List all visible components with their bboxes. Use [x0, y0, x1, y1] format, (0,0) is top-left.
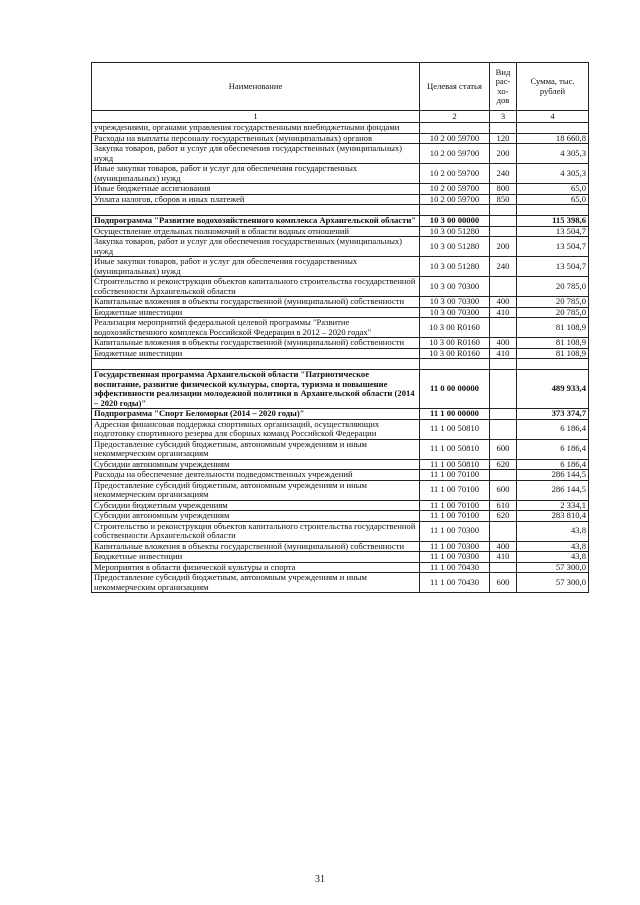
cell-code: 11 1 00 50810 — [420, 459, 490, 470]
cell-code: 11 1 00 00000 — [420, 409, 490, 420]
cell-name: Уплата налогов, сборов и иных платежей — [92, 194, 420, 205]
cell-vid: 600 — [490, 439, 517, 459]
table-row — [92, 470, 589, 481]
cell-vid: 410 — [490, 348, 517, 359]
cell-code: 10 3 00 51280 — [420, 226, 490, 237]
cell-code — [420, 359, 490, 370]
table-row — [92, 409, 589, 420]
cell-name: Закупка товаров, работ и услуг для обеспечения государственных (муниципальных) нужд — [92, 144, 420, 164]
cell-name: Бюджетные инвестиции — [92, 307, 420, 318]
cell-sum: 115 398,6 — [517, 216, 589, 227]
cell-code: 10 3 00 51280 — [420, 257, 490, 277]
column-number: 4 — [517, 111, 589, 123]
table-row — [92, 123, 589, 134]
table-row — [92, 511, 589, 522]
cell-code: 10 3 00 70300 — [420, 297, 490, 308]
cell-sum: 20 785,0 — [517, 277, 589, 297]
cell-name: Подпрограмма "Развитие водохозяйственного комплекса Архангельской области" — [92, 216, 420, 227]
cell-vid: 610 — [490, 500, 517, 511]
cell-code: 10 2 00 59700 — [420, 144, 490, 164]
cell-code: 11 1 00 70300 — [420, 521, 490, 541]
cell-sum: 283 810,4 — [517, 511, 589, 522]
cell-code: 11 1 00 70100 — [420, 500, 490, 511]
table-row — [92, 552, 589, 563]
page-number: 31 — [315, 874, 325, 885]
table-row — [92, 439, 589, 459]
cell-sum: 65,0 — [517, 184, 589, 195]
cell-name: Иные закупки товаров, работ и услуг для обеспечения государственных (муниципальных) нужд — [92, 164, 420, 184]
table-row — [92, 459, 589, 470]
cell-sum: 6 186,4 — [517, 459, 589, 470]
cell-vid: 400 — [490, 541, 517, 552]
header-name: Наименование — [92, 63, 420, 111]
cell-name: Капитальные вложения в объекты государственной (муниципальной) собственности — [92, 338, 420, 349]
column-number: 2 — [420, 111, 490, 123]
table-row — [92, 257, 589, 277]
cell-vid: 850 — [490, 194, 517, 205]
cell-code: 10 2 00 59700 — [420, 133, 490, 144]
cell-code: 10 2 00 59700 — [420, 164, 490, 184]
cell-name: Государственная программа Архангельской области "Патриотическое воспитание, развитие физической культуры, спорта, туризма и повышение эффективности реализации молодежной политики в Архангельской области (2014 – 2020 годы)" — [92, 370, 420, 409]
table-row — [92, 338, 589, 349]
table-row — [92, 541, 589, 552]
table-row — [92, 500, 589, 511]
cell-code — [420, 123, 490, 134]
table-row — [92, 562, 589, 573]
cell-name: Предоставление субсидий бюджетным, автономным учреждениям и иным некоммерческим организациям — [92, 573, 420, 593]
cell-name: Строительство и реконструкция объектов капитального строительства государственной собственности Архангельской области — [92, 521, 420, 541]
cell-name — [92, 205, 420, 216]
cell-vid — [490, 318, 517, 338]
cell-sum: 43,8 — [517, 521, 589, 541]
spacer-row — [92, 205, 589, 216]
cell-code: 11 1 00 70300 — [420, 552, 490, 563]
cell-sum: 4 305,3 — [517, 144, 589, 164]
cell-vid: 620 — [490, 459, 517, 470]
cell-name: Иные закупки товаров, работ и услуг для обеспечения государственных (муниципальных) нужд — [92, 257, 420, 277]
cell-name: Адресная финансовая поддержка спортивных организаций, осуществляющих подготовку спортивного резерва для сборных команд Российской Федерации — [92, 419, 420, 439]
cell-vid: 620 — [490, 511, 517, 522]
cell-sum: 6 186,4 — [517, 439, 589, 459]
cell-code: 11 1 00 50810 — [420, 439, 490, 459]
cell-name: Реализация мероприятий федеральной целевой программы "Развитие водохозяйственного комплекса Российской Федерации в 2012 – 2020 годах" — [92, 318, 420, 338]
table-row — [92, 277, 589, 297]
cell-vid: 120 — [490, 133, 517, 144]
cell-sum: 18 660,8 — [517, 133, 589, 144]
table-row — [92, 226, 589, 237]
cell-sum — [517, 123, 589, 134]
cell-sum: 65,0 — [517, 194, 589, 205]
cell-vid — [490, 359, 517, 370]
cell-vid: 200 — [490, 144, 517, 164]
cell-vid: 800 — [490, 184, 517, 195]
cell-name: Субсидии автономным учреждениям — [92, 511, 420, 522]
cell-vid: 410 — [490, 552, 517, 563]
budget-table — [91, 62, 589, 593]
table-row — [92, 184, 589, 195]
cell-name: Капитальные вложения в объекты государственной (муниципальной) собственности — [92, 297, 420, 308]
cell-code: 11 1 00 50810 — [420, 419, 490, 439]
cell-sum: 20 785,0 — [517, 297, 589, 308]
cell-sum — [517, 205, 589, 216]
cell-vid: 410 — [490, 307, 517, 318]
cell-vid — [490, 216, 517, 227]
cell-vid: 400 — [490, 338, 517, 349]
cell-code: 10 3 00 70300 — [420, 277, 490, 297]
cell-code: 10 3 00 R0160 — [420, 338, 490, 349]
cell-name: Предоставление субсидий бюджетным, автономным учреждениям и иным некоммерческим организациям — [92, 439, 420, 459]
cell-sum: 2 334,1 — [517, 500, 589, 511]
table-row — [92, 216, 589, 227]
cell-code: 11 1 00 70100 — [420, 480, 490, 500]
cell-sum: 81 108,9 — [517, 338, 589, 349]
column-number: 1 — [92, 111, 420, 123]
cell-sum: 286 144,5 — [517, 470, 589, 481]
cell-code: 11 0 00 00000 — [420, 370, 490, 409]
cell-code: 10 3 00 00000 — [420, 216, 490, 227]
cell-name: Бюджетные инвестиции — [92, 552, 420, 563]
cell-sum: 57 300,0 — [517, 573, 589, 593]
table-row — [92, 419, 589, 439]
cell-code: 10 3 00 R0160 — [420, 318, 490, 338]
cell-code: 11 1 00 70300 — [420, 541, 490, 552]
cell-vid: 200 — [490, 237, 517, 257]
cell-sum: 13 504,7 — [517, 226, 589, 237]
table-row — [92, 307, 589, 318]
cell-sum: 81 108,9 — [517, 318, 589, 338]
cell-vid: 600 — [490, 480, 517, 500]
cell-vid — [490, 277, 517, 297]
cell-sum: 43,8 — [517, 541, 589, 552]
cell-code: 10 3 00 70300 — [420, 307, 490, 318]
cell-name: Иные бюджетные ассигнования — [92, 184, 420, 195]
cell-sum: 20 785,0 — [517, 307, 589, 318]
table-row — [92, 194, 589, 205]
cell-vid: 600 — [490, 573, 517, 593]
table-row — [92, 133, 589, 144]
cell-sum: 4 305,3 — [517, 164, 589, 184]
cell-vid — [490, 409, 517, 420]
table-row — [92, 370, 589, 409]
column-number: 3 — [490, 111, 517, 123]
cell-sum: 373 374,7 — [517, 409, 589, 420]
cell-sum: 57 300,0 — [517, 562, 589, 573]
cell-name: Предоставление субсидий бюджетным, автономным учреждениям и иным некоммерческим организациям — [92, 480, 420, 500]
cell-vid — [490, 419, 517, 439]
cell-name: Закупка товаров, работ и услуг для обеспечения государственных (муниципальных) нужд — [92, 237, 420, 257]
cell-code: 10 2 00 59700 — [420, 184, 490, 195]
cell-name: Субсидии бюджетным учреждениям — [92, 500, 420, 511]
cell-vid — [490, 562, 517, 573]
cell-vid: 240 — [490, 257, 517, 277]
header-code: Целевая статья — [420, 63, 490, 111]
cell-vid — [490, 470, 517, 481]
cell-name: Осуществление отдельных полномочий в области водных отношений — [92, 226, 420, 237]
cell-sum — [517, 359, 589, 370]
cell-name: Расходы на обеспечение деятельности подведомственных учреждений — [92, 470, 420, 481]
cell-vid — [490, 226, 517, 237]
cell-name: Расходы на выплаты персоналу государственных (муниципальных) органов — [92, 133, 420, 144]
cell-name: Капитальные вложения в объекты государственной (муниципальной) собственности — [92, 541, 420, 552]
cell-sum: 81 108,9 — [517, 348, 589, 359]
table-row — [92, 297, 589, 308]
cell-name: учреждениями, органами управления государственными внебюджетными фондами — [92, 123, 420, 134]
table-row — [92, 573, 589, 593]
cell-sum: 6 186,4 — [517, 419, 589, 439]
table-row — [92, 164, 589, 184]
cell-vid — [490, 123, 517, 134]
cell-sum: 43,8 — [517, 552, 589, 563]
cell-sum: 13 504,7 — [517, 257, 589, 277]
spacer-row — [92, 359, 589, 370]
cell-code: 11 1 00 70100 — [420, 511, 490, 522]
table-header-row — [92, 63, 589, 111]
cell-name — [92, 359, 420, 370]
cell-vid: 240 — [490, 164, 517, 184]
table-row — [92, 480, 589, 500]
cell-code: 11 1 00 70430 — [420, 573, 490, 593]
cell-code: 11 1 00 70100 — [420, 470, 490, 481]
cell-vid — [490, 205, 517, 216]
cell-code — [420, 205, 490, 216]
cell-code: 10 3 00 51280 — [420, 237, 490, 257]
table-row — [92, 237, 589, 257]
table-body — [92, 123, 589, 593]
cell-sum: 489 933,4 — [517, 370, 589, 409]
cell-code: 10 2 00 59700 — [420, 194, 490, 205]
table-row — [92, 348, 589, 359]
cell-name: Мероприятия в области физической культуры и спорта — [92, 562, 420, 573]
table-row — [92, 144, 589, 164]
cell-sum: 286 144,5 — [517, 480, 589, 500]
cell-name: Строительство и реконструкция объектов капитального строительства государственной собственности Архангельской области — [92, 277, 420, 297]
cell-code: 11 1 00 70430 — [420, 562, 490, 573]
cell-vid — [490, 521, 517, 541]
cell-code: 10 3 00 R0160 — [420, 348, 490, 359]
cell-name: Субсидии автономным учреждениям — [92, 459, 420, 470]
cell-vid: 400 — [490, 297, 517, 308]
table-row — [92, 318, 589, 338]
header-vid: Вид рас-хо-дов — [490, 63, 517, 111]
cell-name: Подпрограмма "Спорт Беломорья (2014 – 2020 годы)" — [92, 409, 420, 420]
cell-name: Бюджетные инвестиции — [92, 348, 420, 359]
cell-sum: 13 504,7 — [517, 237, 589, 257]
table-row — [92, 521, 589, 541]
cell-vid — [490, 370, 517, 409]
column-number-row — [92, 111, 589, 123]
header-sum: Сумма, тыс. рублей — [517, 63, 589, 111]
